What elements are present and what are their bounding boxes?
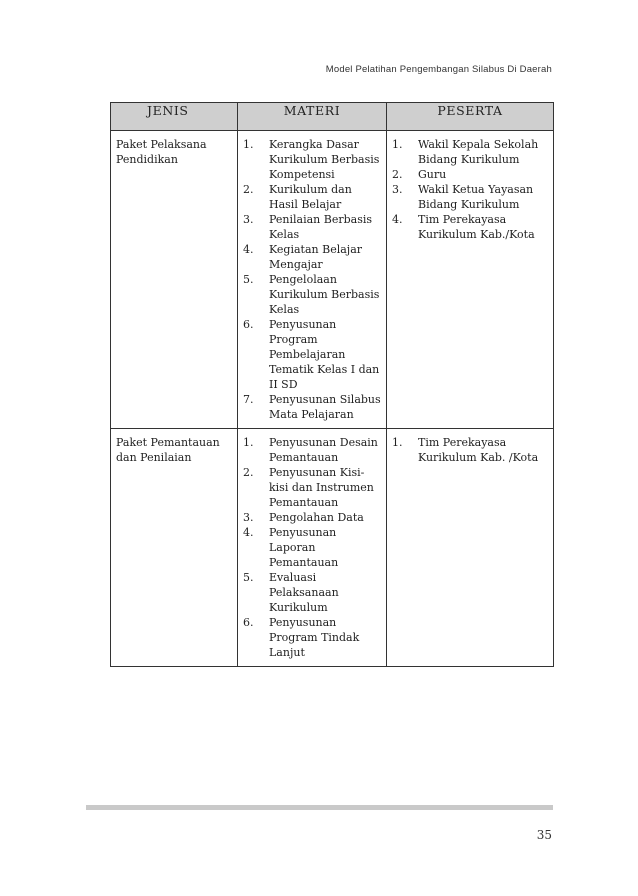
item-number: 3. (392, 183, 403, 196)
peserta-list-item (392, 137, 549, 167)
materi-list-item (243, 317, 382, 392)
materi-list-item (243, 137, 382, 182)
item-number: 6. (243, 318, 254, 331)
materi-cell (238, 429, 387, 667)
materi-cell (238, 131, 387, 429)
jenis-cell: Paket Pelaksana Pendidikan (111, 131, 238, 429)
item-text: Tim Perekayasa Kurikulum Kab. /Kota (418, 436, 539, 464)
peserta-list-item (392, 167, 549, 182)
item-text: Penyusunan Desain Pemantauan (269, 436, 378, 464)
syllabus-table (110, 102, 554, 667)
materi-list (243, 435, 382, 660)
running-title: Model Pelatihan Pengembangan Silabus Di Daerah (325, 64, 552, 75)
column-header-peserta: PESERTA (387, 103, 554, 131)
materi-list-item (243, 435, 382, 465)
item-number: 3. (243, 213, 254, 226)
item-number: 2. (392, 168, 403, 181)
peserta-list (392, 137, 549, 242)
item-number: 7. (243, 393, 254, 406)
item-text: Kerangka Dasar Kurikulum Berbasis Kompetensi (269, 138, 380, 181)
item-number: 6. (243, 616, 254, 629)
item-number: 3. (243, 511, 254, 524)
item-text: Guru (418, 168, 447, 181)
item-number: 4. (243, 243, 254, 256)
item-number: 1. (243, 138, 254, 151)
item-text: Kurikulum dan Hasil Belajar (269, 183, 352, 211)
materi-list-item (243, 242, 382, 272)
table-row (111, 131, 554, 429)
item-number: 1. (392, 436, 403, 449)
peserta-list-item (392, 182, 549, 212)
materi-list-item (243, 615, 382, 660)
footer-rule (86, 805, 553, 810)
item-text: Tim Perekayasa Kurikulum Kab./Kota (418, 213, 535, 241)
page-number: 35 (536, 828, 552, 842)
item-text: Evaluasi Pelaksanaan Kurikulum (269, 571, 339, 614)
materi-list-item (243, 212, 382, 242)
materi-list-item (243, 272, 382, 317)
table-row (111, 429, 554, 667)
item-number: 4. (392, 213, 403, 226)
item-text: Penyusunan Program Pembelajaran Tematik Kelas I dan II SD (269, 318, 380, 391)
jenis-cell: Paket Pemantauan dan Penilaian (111, 429, 238, 667)
column-header-jenis: JENIS (111, 103, 238, 131)
item-text: Wakil Kepala Sekolah Bidang Kurikulum (418, 138, 539, 166)
materi-list (243, 137, 382, 422)
peserta-cell (387, 429, 554, 667)
materi-list-item (243, 510, 382, 525)
item-number: 2. (243, 466, 254, 479)
materi-list-item (243, 465, 382, 510)
item-text: Penyusunan Program Tindak Lanjut (269, 616, 360, 659)
item-text: Wakil Ketua Yayasan Bidang Kurikulum (418, 183, 534, 211)
item-number: 4. (243, 526, 254, 539)
item-text: Penyusunan Laporan Pemantauan (269, 526, 339, 569)
item-text: Kegiatan Belajar Mengajar (269, 243, 363, 271)
item-text: Penyusunan Silabus Mata Pelajaran (269, 393, 381, 421)
column-header-materi: MATERI (238, 103, 387, 131)
item-number: 1. (243, 436, 254, 449)
peserta-cell (387, 131, 554, 429)
materi-list-item (243, 525, 382, 570)
item-text: Pengelolaan Kurikulum Berbasis Kelas (269, 273, 380, 316)
item-number: 1. (392, 138, 403, 151)
table-header-row (111, 103, 554, 131)
item-text: Penilaian Berbasis Kelas (269, 213, 373, 241)
materi-list-item (243, 392, 382, 422)
item-number: 2. (243, 183, 254, 196)
materi-list-item (243, 570, 382, 615)
item-text: Penyusunan Kisi-kisi dan Instrumen Pemantauan (269, 466, 374, 509)
peserta-list-item (392, 212, 549, 242)
item-text: Pengolahan Data (269, 511, 364, 524)
peserta-list (392, 435, 549, 465)
item-number: 5. (243, 571, 254, 584)
peserta-list-item (392, 435, 549, 465)
materi-list-item (243, 182, 382, 212)
item-number: 5. (243, 273, 254, 286)
